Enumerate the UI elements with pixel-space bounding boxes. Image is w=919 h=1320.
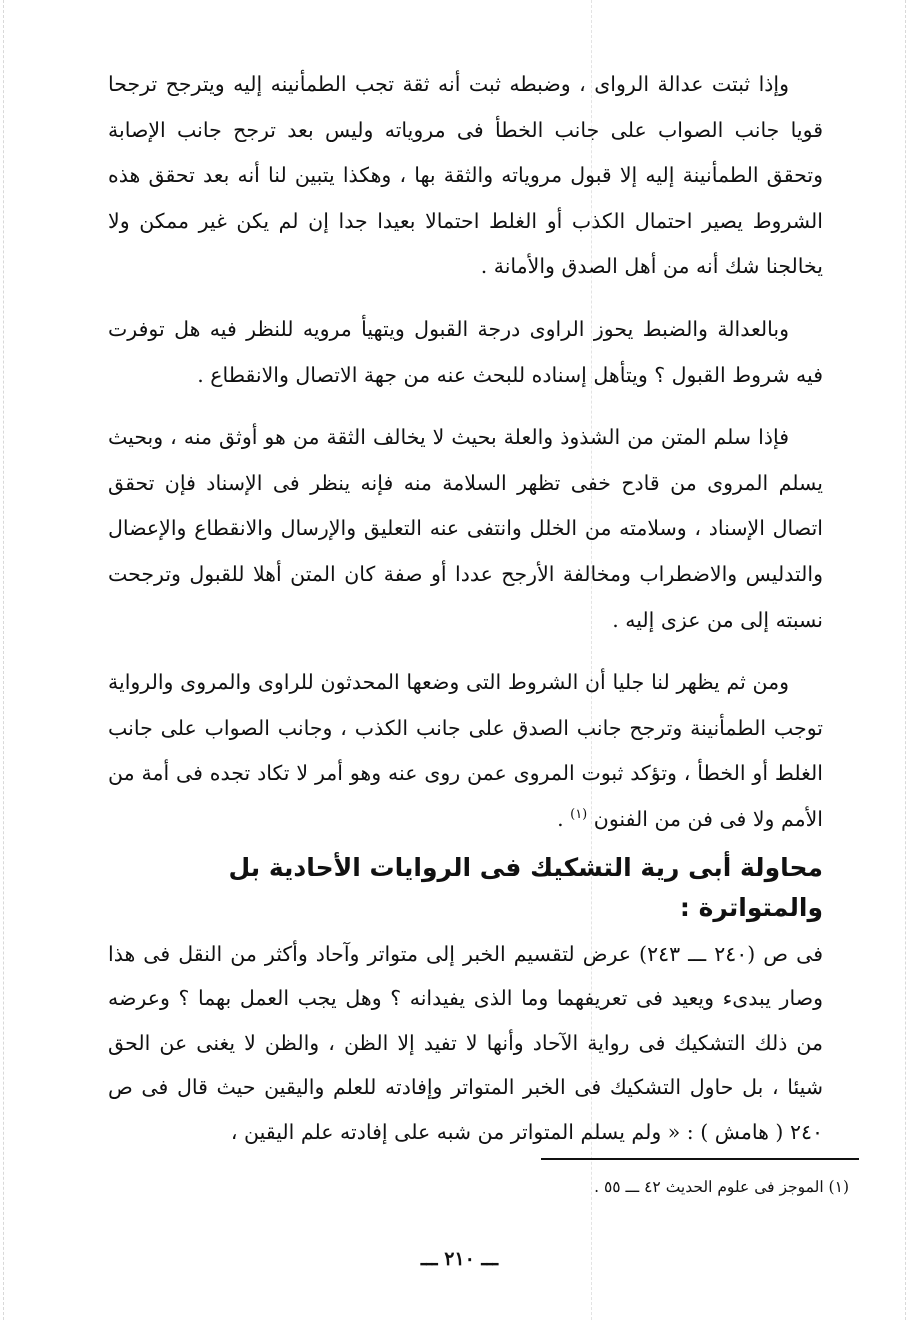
footnote-marker[interactable]: (١) xyxy=(570,807,588,823)
paragraph-3: فإذا سلم المتن من الشذوذ والعلة بحيث لا يخالف الثقة من هو أوثق منه ، وبحيث يسلم المروى من قادح خفى تظهر السلامة منه فإنه ينظر فى الإسناد فإن تحقق اتصال الإسناد ، وسلامته من الخلل وانتفى عنه التعليق والإرسال والانقطاع والإعضال والتدليس والاضطراب ومخالفة الأرجح عددا أو صفة كان المتن أهلا للقبول وترجحت نسبته إلى من عزى إليه . xyxy=(108,425,823,632)
scan-guide-line xyxy=(3,0,4,1320)
footnote: (١) الموجز فى علوم الحديث ٤٢ ـــ ٥٥ . xyxy=(594,1178,849,1196)
paragraph-4-end: . xyxy=(557,806,571,831)
paragraph-5: فى ص (٢٤٠ ـــ ٢٤٣) عرض لتقسيم الخبر إلى متواتر وآحاد وأكثر من النقل فى هذا وصار يبدىء ويعيد فى تعريفهما وما الذى يفيدانه ؟ وهل يجب العمل بهما ؟ وعرضه من ذلك التشكيك فى رواية الآحاد وأنها لا تفيد إلا الظن ، والظن لا يغنى عن الحق شيئا ، بل حاول التشكيك فى الخبر المتواتر وإفادته للعلم واليقين حيث قال فى ص ٢٤٠ ( هامش ) : « ولم يسلم المتواتر من شبه على إفادته علم اليقين ، xyxy=(108,941,823,1144)
paragraph-1: وإذا ثبتت عدالة الرواى ، وضبطه ثبت أنه ثقة تجب الطمأنينه إليه ويترجح ترجحا قويا جانب الصواب على جانب الخطأ فى مروياته وليس بعد ترجح جانب الإصابة وتحقق الطمأنينة إليه إلا قبول مروياته والثقة بها ، وهكذا يتبين لنا أنه بعد تحقق هذه الشروط يصير احتمال الكذب أو الغلط احتمالا بعيدا جدا إن لم يكن غير ممكن ولا يخالجنا شك أنه من أهل الصدق والأمانة . xyxy=(108,72,823,279)
scan-guide-line xyxy=(905,0,906,1320)
paragraph-2: وبالعدالة والضبط يحوز الراوى درجة القبول ويتهيأ مرويه للنظر فيه هل توفرت فيه شروط القبول ؟ ويتأهل إسناده للبحث عنه من جهة الاتصال والانقطاع . xyxy=(108,316,823,387)
page-number: ـــ ٢١٠ ـــ xyxy=(420,1248,499,1270)
body-text xyxy=(108,62,823,1154)
paragraph-4 xyxy=(108,660,823,842)
footnote-divider xyxy=(541,1158,859,1160)
paragraph-4-text: ومن ثم يظهر لنا جليا أن الشروط التى وضعها المحدثون للراوى والمروى والرواية توجب الطمأنينة وترجح جانب الصدق على جانب الكذب ، وجانب الصواب على جانب الغلط أو الخطأ ، وتؤكد ثبوت المروى عمن روى عنه وهو أمر لا تكاد تجده فى أمة من الأمم ولا فى فن من الفنون xyxy=(108,670,823,831)
section-heading: محاولة أبى رية التشكيك فى الروايات الأحادية بل والمتواترة : xyxy=(228,852,823,922)
